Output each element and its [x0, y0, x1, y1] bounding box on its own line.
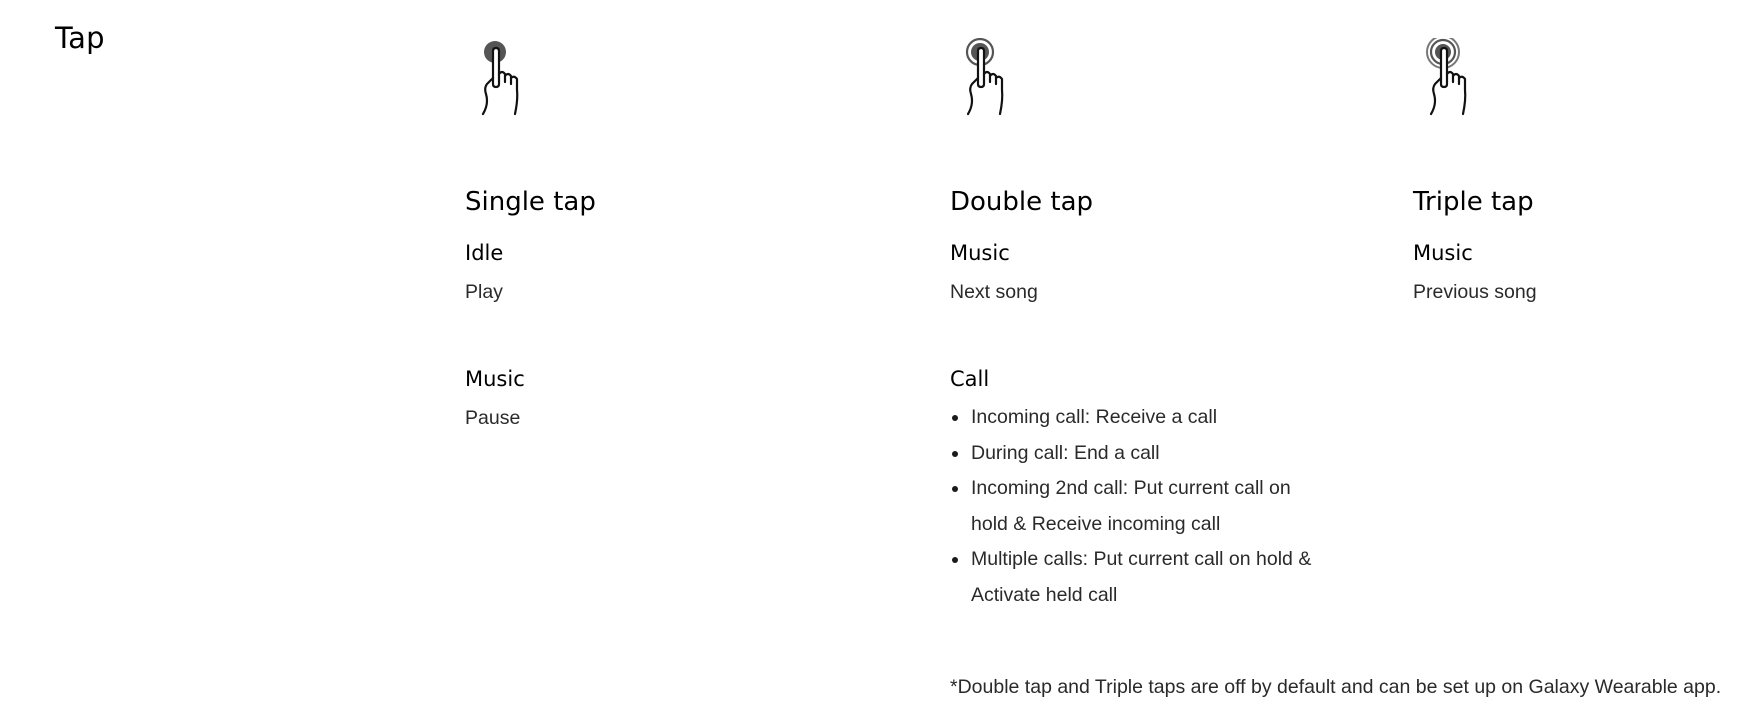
- list-item: Multiple calls: Put current call on hold & Activate held call: [950, 542, 1330, 613]
- context-label: Music: [465, 367, 525, 391]
- context-label: Call: [950, 367, 990, 391]
- context-value: Play: [465, 281, 503, 303]
- footnote: *Double tap and Triple taps are off by default and can be set up on Galaxy Wearable app.: [950, 676, 1722, 698]
- section-title: Tap: [55, 21, 105, 55]
- context-label: Music: [1413, 241, 1473, 265]
- context-value: Previous song: [1413, 281, 1537, 303]
- single-tap-hand-icon: [471, 38, 535, 118]
- context-group-music: [1413, 238, 1537, 307]
- list-item: Incoming call: Receive a call: [950, 400, 1330, 436]
- call-actions-list: [950, 400, 1330, 613]
- context-label: Idle: [465, 241, 504, 265]
- context-label: Music: [950, 241, 1010, 265]
- context-group-music: [465, 364, 525, 433]
- double-tap-hand-icon: [956, 38, 1020, 118]
- context-group-music: [950, 238, 1038, 307]
- list-item: Incoming 2nd call: Put current call on hold & Receive incoming call: [950, 471, 1330, 542]
- gesture-title: Triple tap: [1413, 187, 1534, 217]
- context-value: Pause: [465, 407, 521, 429]
- context-group-idle: [465, 238, 503, 307]
- gesture-title: Single tap: [465, 187, 596, 217]
- list-item: During call: End a call: [950, 436, 1330, 472]
- triple-tap-hand-icon: [1419, 38, 1483, 118]
- context-group-call: [950, 364, 1330, 613]
- gesture-title: Double tap: [950, 187, 1094, 217]
- context-value: Next song: [950, 281, 1038, 303]
